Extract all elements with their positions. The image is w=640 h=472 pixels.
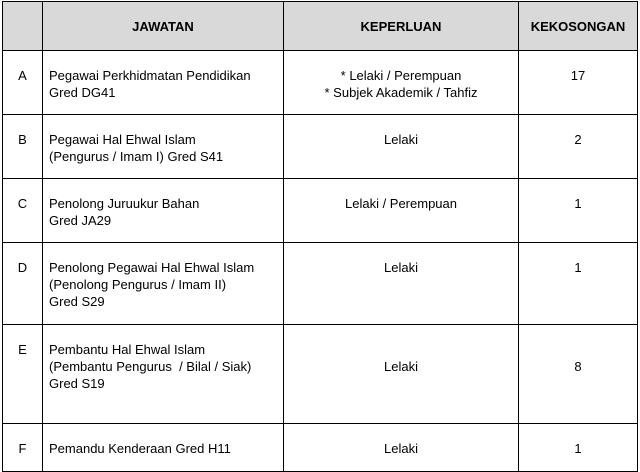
- row-keperluan: [284, 243, 519, 325]
- table-header-row: [3, 2, 638, 51]
- row-letter: D: [3, 243, 43, 325]
- jawatan-line: Gred S19: [49, 376, 105, 391]
- jawatan-line: (Pembantu Pengurus / Bilal / Siak): [49, 359, 252, 374]
- row-kekosongan: 8: [519, 325, 638, 424]
- row-jawatan: [43, 325, 284, 424]
- table-row: [3, 243, 638, 325]
- jawatan-line: Pegawai Hal Ehwal Islam: [49, 132, 196, 147]
- table-row: [3, 115, 638, 179]
- jawatan-line: Penolong Pegawai Hal Ehwal Islam: [49, 260, 255, 275]
- keperluan-line: Lelaki: [384, 441, 418, 456]
- table-row: [3, 424, 638, 472]
- jawatan-line: Penolong Juruukur Bahan: [49, 196, 200, 211]
- row-kekosongan: 1: [519, 424, 638, 472]
- jawatan-line: Gred S29: [49, 294, 105, 309]
- jawatan-line: Pegawai Perkhidmatan Pendidikan: [49, 68, 251, 83]
- header-letter: [3, 2, 43, 51]
- row-kekosongan: 1: [519, 179, 638, 243]
- jawatan-line: Pembantu Hal Ehwal Islam: [49, 342, 206, 357]
- table-row: [3, 325, 638, 424]
- jawatan-line: Pemandu Kenderaan Gred H11: [49, 441, 231, 456]
- jawatan-line: (Penolong Pengurus / Imam II): [49, 277, 227, 292]
- row-letter: F: [3, 424, 43, 472]
- row-keperluan: [284, 115, 519, 179]
- vacancy-table-wrapper: [2, 1, 637, 472]
- keperluan-line: Lelaki: [384, 359, 418, 374]
- row-keperluan: [284, 424, 519, 472]
- row-keperluan: [284, 325, 519, 424]
- row-kekosongan: 17: [519, 51, 638, 115]
- keperluan-line: * Subjek Akademik / Tahfiz: [324, 85, 478, 100]
- row-keperluan: [284, 179, 519, 243]
- keperluan-line: Lelaki: [384, 260, 418, 275]
- jawatan-line: Gred JA29: [49, 213, 112, 228]
- row-letter: C: [3, 179, 43, 243]
- header-keperluan: KEPERLUAN: [284, 2, 519, 51]
- row-kekosongan: 1: [519, 243, 638, 325]
- header-jawatan: JAWATAN: [43, 2, 284, 51]
- keperluan-line: * Lelaki / Perempuan: [340, 68, 462, 83]
- header-kekosongan: KEKOSONGAN: [519, 2, 638, 51]
- row-letter: E: [3, 325, 43, 424]
- jawatan-line: Gred DG41: [49, 85, 116, 100]
- row-keperluan: [284, 51, 519, 115]
- keperluan-line: Lelaki / Perempuan: [344, 196, 457, 211]
- keperluan-line: Lelaki: [384, 132, 418, 147]
- row-letter: A: [3, 51, 43, 115]
- row-jawatan: [43, 243, 284, 325]
- table-row: [3, 179, 638, 243]
- row-jawatan: [43, 179, 284, 243]
- table-row: [3, 51, 638, 115]
- row-jawatan: [43, 51, 284, 115]
- vacancy-table: [2, 1, 638, 472]
- jawatan-line: (Pengurus / Imam I) Gred S41: [49, 149, 224, 164]
- row-jawatan: [43, 115, 284, 179]
- row-kekosongan: 2: [519, 115, 638, 179]
- row-letter: B: [3, 115, 43, 179]
- row-jawatan: [43, 424, 284, 472]
